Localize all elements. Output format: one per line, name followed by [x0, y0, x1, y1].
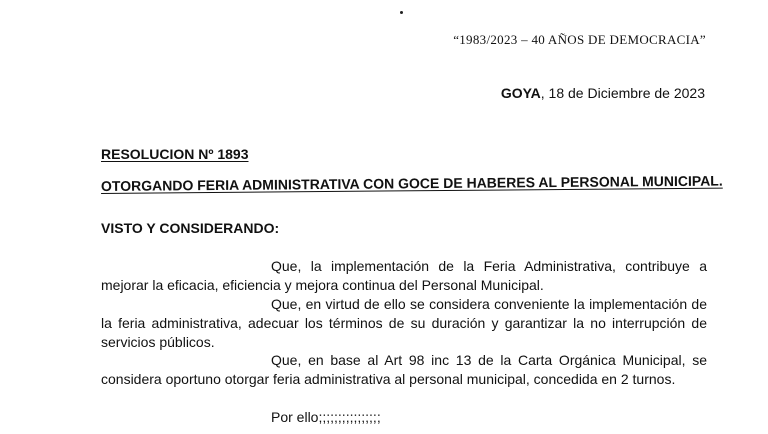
paragraph-text: Que, en base al Art 98 inc 13 de la Carta Orgánica Municipal, se considera oportuno otorgar feria administrativa al personal municipal, concedida en 2 turnos. — [101, 352, 707, 387]
closing-por-ello: Por ello;;;;;;;;;;;;;;;; — [271, 409, 381, 425]
paragraph-text: Que, en virtud de ello se considera conveniente la implementación de la feria administrativa, adecuar los términos de su duración y garantizar la no interrupción de servicios públicos. — [101, 296, 707, 350]
resolution-subject: OTORGANDO FERIA ADMINISTRATIVA CON GOCE DE HABERES AL PERSONAL MUNICIPAL. — [100, 172, 723, 194]
place-city: GOYA — [500, 85, 541, 101]
considerando-paragraph-3 — [101, 351, 707, 389]
visto-heading: VISTO Y CONSIDERANDO: — [101, 220, 280, 236]
date-text: , 18 de Diciembre de 2023 — [540, 85, 705, 101]
header-motto: “1983/2023 – 40 AÑOS DE DEMOCRACIA” — [453, 32, 706, 47]
paragraph-text: Que, la implementación de la Feria Administrativa, contribuye a mejorar la eficacia, eficiencia y mejora continua del Personal Municipal. — [101, 258, 707, 293]
resolution-number: RESOLUCION Nº 1893 — [101, 146, 249, 162]
considerando-paragraph-2 — [101, 295, 707, 352]
place-date — [501, 85, 705, 101]
scan-speck — [400, 11, 403, 14]
considerando-paragraph-1 — [101, 257, 707, 295]
